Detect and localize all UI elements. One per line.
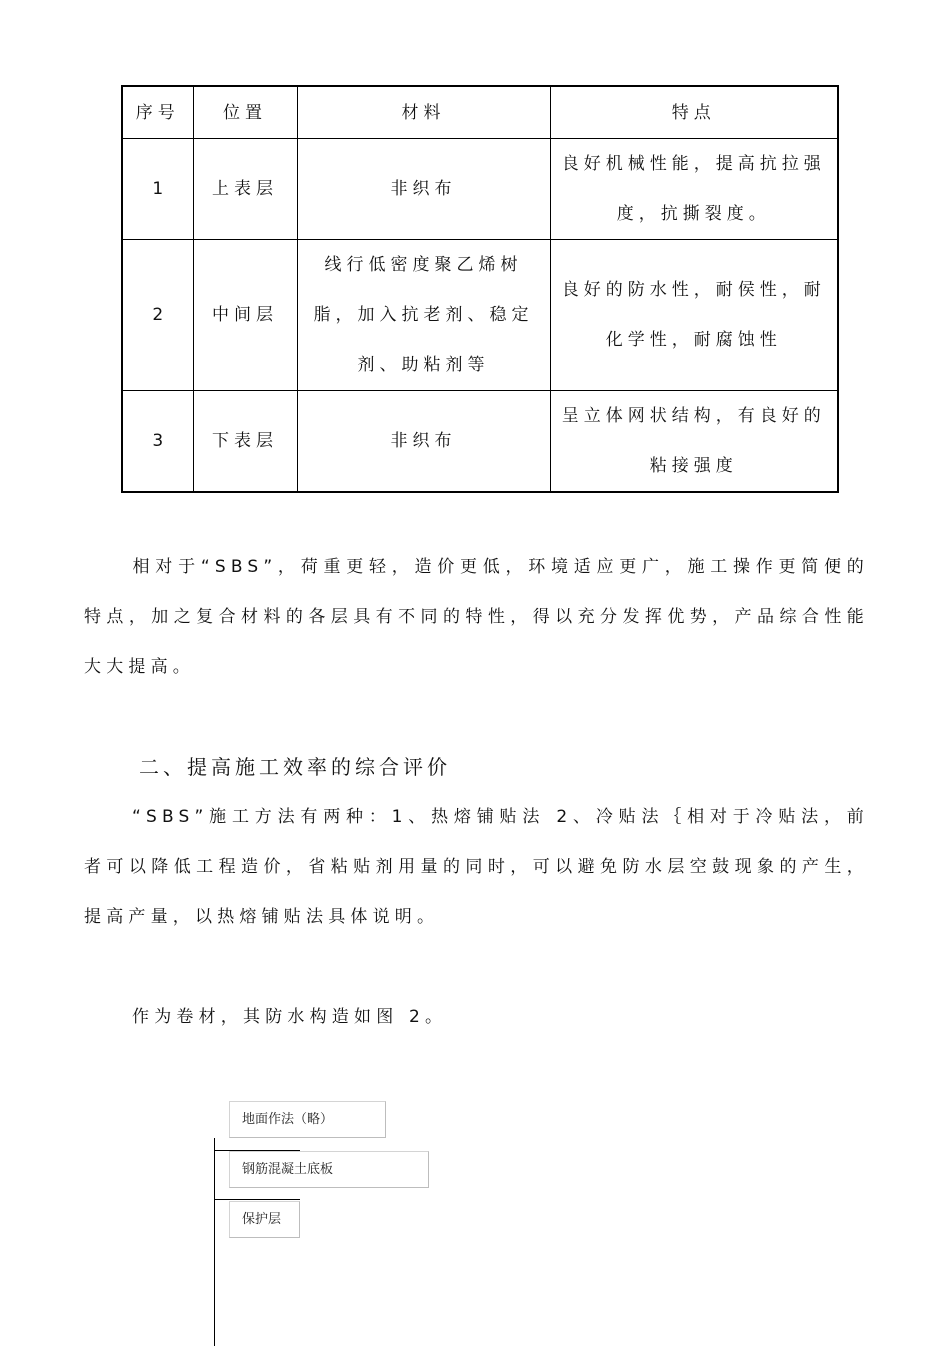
header-no: 序号 <box>122 86 193 139</box>
table-row <box>122 240 838 391</box>
cell-feature: 良好机械性能，提高抗拉强度，抗撕裂度。 <box>550 139 838 240</box>
paragraph-figure-ref <box>84 992 869 1042</box>
table-row <box>122 391 838 493</box>
table-header-row <box>122 86 838 139</box>
cell-material: 线行低密度聚乙烯树脂，加入抗老剂、稳定剂、助粘剂等 <box>297 240 550 391</box>
table-row <box>122 139 838 240</box>
cell-no: 2 <box>122 240 193 391</box>
paragraph-comparison <box>84 542 869 692</box>
paragraph-text: 作为卷材，其防水构造如图 2。 <box>132 1007 448 1027</box>
section-heading: 二、提高施工效率的综合评价 <box>139 755 451 779</box>
header-position: 位置 <box>193 86 297 139</box>
cell-position: 中间层 <box>193 240 297 391</box>
cell-position: 上表层 <box>193 139 297 240</box>
paragraph-text: “SBS”施工方法有两种：1、热熔铺贴法 2、冷贴法｛相对于冷贴法，前者可以降低工程造价，省粘贴剂用量的同时，可以避免防水层空鼓现象的产生，提高产量，以热熔铺贴法具体说明。 <box>84 807 869 927</box>
cell-material: 非织布 <box>297 139 550 240</box>
cell-material: 非织布 <box>297 391 550 493</box>
diagram-layer-concrete-slab: 钢筋混凝土底板 <box>229 1151 429 1188</box>
diagram-layer-line <box>214 1199 300 1200</box>
header-material: 材料 <box>297 86 550 139</box>
diagram-layer-protection: 保护层 <box>229 1201 300 1238</box>
diagram-vertical-line <box>214 1138 215 1346</box>
paragraph-text: 相对于“SBS”，荷重更轻，造价更低，环境适应更广，施工操作更简便的特点，加之复合材料的各层具有不同的特性，得以充分发挥优势，产品综合性能大大提高。 <box>84 557 869 677</box>
materials-table <box>121 85 839 493</box>
paragraph-methods <box>84 792 869 942</box>
cell-position: 下表层 <box>193 391 297 493</box>
cell-feature: 呈立体网状结构，有良好的粘接强度 <box>550 391 838 493</box>
diagram-layer-floor: 地面作法（略） <box>229 1101 386 1138</box>
cell-no: 3 <box>122 391 193 493</box>
header-feature: 特点 <box>550 86 838 139</box>
cell-feature: 良好的防水性，耐侯性，耐化学性，耐腐蚀性 <box>550 240 838 391</box>
cell-no: 1 <box>122 139 193 240</box>
